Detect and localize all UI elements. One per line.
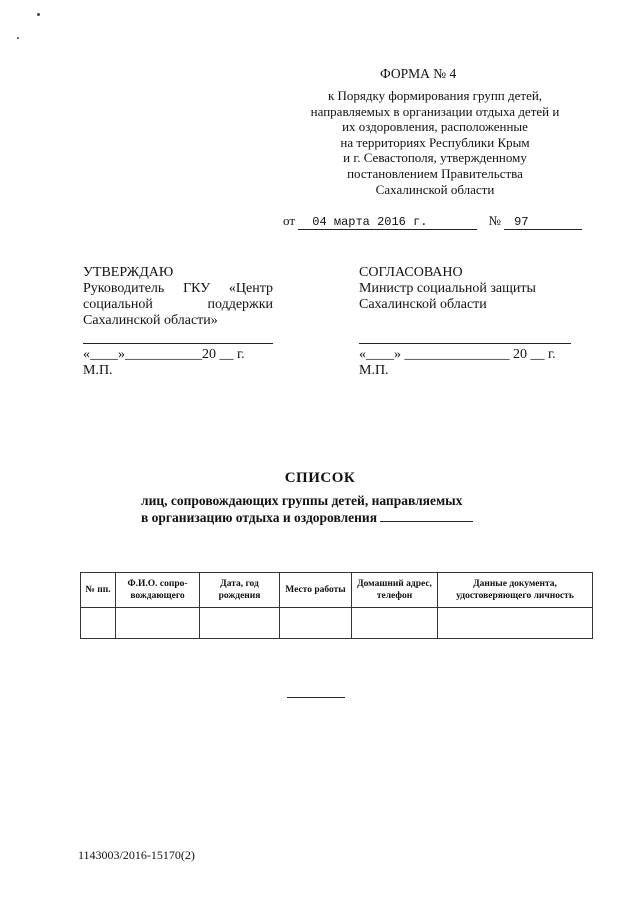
agree-body: Министр социальной защиты Сахалинской области	[359, 281, 536, 312]
col-header-address: Домашний адрес, телефон	[352, 573, 438, 608]
col-header-id-document: Данные документа, удостоверяющего личность	[438, 573, 593, 608]
organization-blank-line	[380, 509, 473, 522]
reference-line: на территориях Республики Крым	[340, 134, 530, 150]
resolution-date: 04 марта 2016 г.	[298, 216, 477, 230]
agree-heading: СОГЛАСОВАНО	[359, 265, 463, 280]
col-header-birth-date: Дата, год рождения	[200, 573, 280, 608]
number-prefix: №	[488, 213, 501, 228]
reference-line: к Порядку формирования групп детей,	[327, 88, 543, 103]
reference-line: направляемых в организации отдыха детей и	[310, 103, 560, 119]
approve-date-line: «____»___________20 __ г.	[83, 347, 245, 362]
approve-heading: УТВЕРЖДАЮ	[83, 265, 174, 280]
agree-date-line: «____» _______________ 20 __ г.	[359, 347, 556, 362]
table-row	[81, 608, 593, 639]
table-header-row	[81, 573, 593, 608]
table-cell	[200, 608, 280, 639]
resolution-date-line	[283, 213, 582, 230]
document-subtitle	[141, 493, 521, 526]
agree-block	[359, 265, 579, 379]
col-header-number: № пп.	[81, 573, 116, 608]
agree-stamp-label: М.П.	[359, 363, 389, 378]
col-header-name: Ф.И.О. сопро-вождающего	[116, 573, 200, 608]
reference-line: постановлением Правительства	[347, 165, 523, 181]
agree-signature-line	[359, 313, 571, 344]
closing-line	[287, 697, 345, 698]
reference-line: Сахалинской области	[375, 181, 495, 197]
resolution-number: 97	[504, 216, 582, 230]
approve-body: Руководитель ГКУ «Центр социальной поддержки Сахалинской области»	[83, 281, 273, 328]
approve-stamp-label: М.П.	[83, 363, 113, 378]
table-cell	[438, 608, 593, 639]
escorts-table	[80, 572, 593, 639]
date-prefix: от	[283, 213, 296, 228]
scan-speck	[37, 13, 40, 16]
table-cell	[116, 608, 200, 639]
reference-line: и г. Севастополя, утвержденному	[343, 150, 527, 166]
table-cell	[352, 608, 438, 639]
table-cell	[81, 608, 116, 639]
form-reference-block	[270, 88, 600, 197]
document-title: СПИСОК	[284, 470, 356, 486]
form-number-title: ФОРМА № 4	[380, 66, 457, 81]
subtitle-line: лиц, сопровождающих группы детей, направляемых	[141, 493, 463, 508]
subtitle-line: в организацию отдыха и оздоровления	[141, 510, 377, 525]
approve-block	[83, 265, 273, 379]
scan-speck	[17, 37, 19, 39]
table-cell	[280, 608, 352, 639]
col-header-workplace: Место работы	[280, 573, 352, 608]
reference-line: их оздоровления, расположенные	[342, 119, 528, 135]
document-code: 1143003/2016-15170(2)	[78, 848, 195, 862]
approve-signature-line	[83, 329, 273, 344]
